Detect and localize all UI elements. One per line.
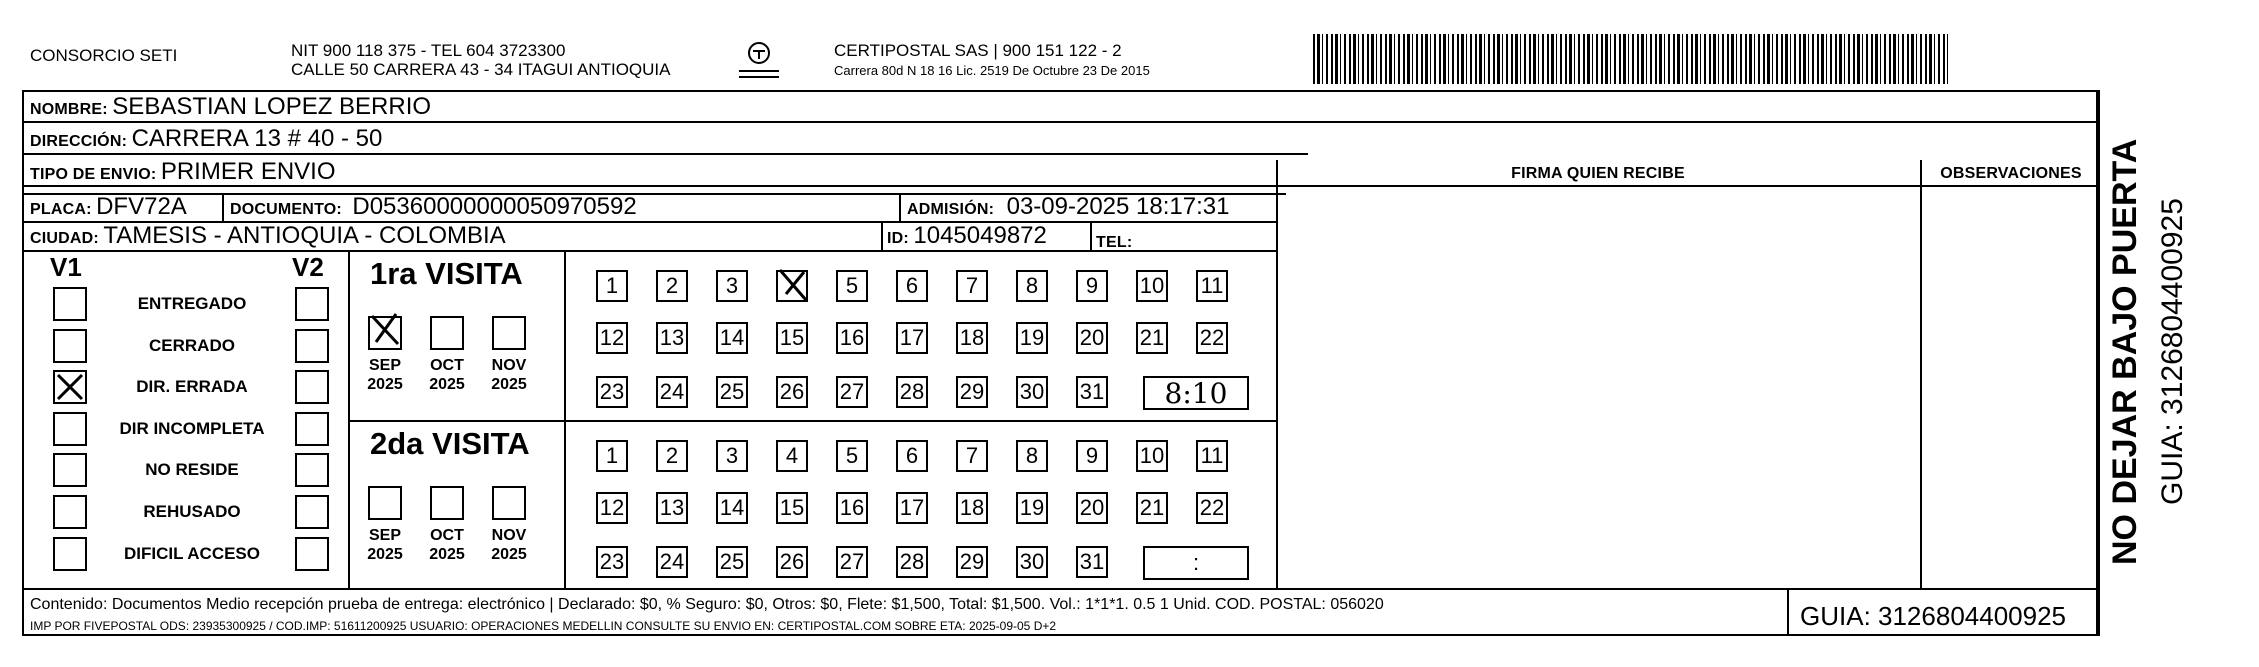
v1-checkbox[interactable]	[53, 287, 87, 321]
time-value: :	[1192, 550, 1200, 575]
day-box[interactable]: 6	[896, 270, 928, 302]
direccion-value: CARRERA 13 # 40 - 50	[131, 125, 383, 152]
day-box[interactable]: 26	[776, 376, 808, 408]
day-box[interactable]: 5	[836, 270, 868, 302]
month-year: 2025	[491, 376, 527, 393]
day-box[interactable]: 5	[836, 440, 868, 472]
certipostal-line1: CERTIPOSTAL SAS | 900 151 122 - 2	[834, 41, 1122, 60]
day-box[interactable]: 6	[896, 440, 928, 472]
day-box[interactable]: 14	[716, 322, 748, 354]
tipo-envio-row	[30, 158, 336, 186]
v2-header: V2	[292, 252, 324, 282]
nombre-value: SEBASTIAN LOPEZ BERRIO	[112, 93, 432, 120]
day-box[interactable]: 2	[656, 270, 688, 302]
day-box[interactable]: 23	[596, 546, 628, 578]
day-box[interactable]: 9	[1076, 270, 1108, 302]
v1-checkbox[interactable]	[53, 453, 87, 487]
month-label	[422, 526, 472, 564]
admision-value: 03-09-2025 18:17:31	[1006, 193, 1230, 220]
day-box[interactable]: 19	[1016, 322, 1048, 354]
v2-checkbox[interactable]	[295, 453, 329, 487]
day-box[interactable]: 18	[956, 322, 988, 354]
month-name: NOV	[491, 357, 527, 374]
day-box[interactable]: 29	[956, 546, 988, 578]
day-box[interactable]: 31	[1076, 546, 1108, 578]
admision-label: ADMISIÓN:	[907, 201, 995, 218]
status-label: ENTREGADO	[137, 294, 247, 313]
day-box[interactable]: 2	[656, 440, 688, 472]
nombre-row	[30, 93, 431, 121]
company-name: CONSORCIO SETI	[30, 46, 178, 65]
status-label: DIR. ERRADA	[136, 377, 248, 396]
day-box[interactable]: 3	[716, 270, 748, 302]
address-line: CALLE 50 CARRERA 43 - 34 ITAGUI ANTIOQUIA	[291, 60, 671, 79]
v1-checkbox[interactable]	[53, 370, 87, 404]
month-name: SEP	[368, 527, 401, 544]
day-box[interactable]: 30	[1016, 546, 1048, 578]
ciudad-field	[30, 222, 506, 250]
direccion-row	[30, 125, 382, 153]
day-box[interactable]: 7	[956, 440, 988, 472]
month-label	[360, 526, 410, 564]
month-year: 2025	[367, 376, 403, 393]
barcode	[1313, 34, 1948, 84]
day-box[interactable]: 17	[896, 322, 928, 354]
tel-label: TEL:	[1096, 234, 1133, 251]
day-box[interactable]: 14	[716, 492, 748, 524]
month-label	[360, 356, 410, 394]
day-box[interactable]: 15	[776, 492, 808, 524]
visit-title: 1ra VISITA	[370, 256, 523, 291]
day-box[interactable]: 4	[776, 440, 808, 472]
day-box[interactable]: 8	[1016, 440, 1048, 472]
day-box[interactable]: 21	[1136, 492, 1168, 524]
status-label: NO RESIDE	[145, 460, 239, 479]
v1-header: V1	[50, 252, 82, 282]
day-box[interactable]: 24	[656, 376, 688, 408]
status-label: CERRADO	[149, 336, 235, 355]
status-label: DIFICIL ACCESO	[123, 544, 260, 563]
observaciones-header: OBSERVACIONES	[1940, 165, 2082, 182]
day-box[interactable]: 28	[896, 376, 928, 408]
month-checkbox[interactable]	[430, 486, 464, 520]
x-mark-icon	[776, 264, 810, 304]
status-label: DIR INCOMPLETA	[119, 419, 265, 438]
day-box[interactable]: 15	[776, 322, 808, 354]
month-label	[484, 526, 534, 564]
day-box[interactable]: 16	[836, 322, 868, 354]
day-box[interactable]: 9	[1076, 440, 1108, 472]
day-box[interactable]: 27	[836, 376, 868, 408]
tel-field	[1096, 226, 1132, 254]
v2-checkbox[interactable]	[295, 287, 329, 321]
day-box[interactable]: 26	[776, 546, 808, 578]
month-checkbox[interactable]	[368, 316, 402, 350]
day-box[interactable]: 24	[656, 546, 688, 578]
month-year: 2025	[429, 376, 465, 393]
month-year: 2025	[367, 546, 403, 563]
day-box[interactable]: 13	[656, 322, 688, 354]
v2-checkbox[interactable]	[295, 370, 329, 404]
v1-checkbox[interactable]	[53, 537, 87, 571]
day-box[interactable]: 7	[956, 270, 988, 302]
day-box[interactable]: 28	[896, 546, 928, 578]
time-field[interactable]	[1143, 376, 1249, 410]
day-box[interactable]: 25	[716, 376, 748, 408]
month-label	[484, 356, 534, 394]
footer-contenido: Contenido: Documentos Medio recepción prueba de entrega: electrónico | Declarado: $0, % Seguro: $0, Otros: $0, Flete: $1,500, Total: $1,500. Vol.: 1*1*1. 0.5 1 Unid. COD. POSTAL: 056020	[30, 596, 1384, 613]
month-name: OCT	[430, 527, 464, 544]
day-box[interactable]: 22	[1196, 492, 1228, 524]
month-checkbox[interactable]	[492, 486, 526, 520]
day-box[interactable]: 22	[1196, 322, 1228, 354]
month-label	[422, 356, 472, 394]
day-box[interactable]: 20	[1076, 322, 1108, 354]
documento-label: DOCUMENTO:	[230, 201, 342, 218]
certipostal-line2: Carrera 80d N 18 16 Lic. 2519 De Octubre 23 De 2015	[834, 63, 1150, 78]
v1-checkbox[interactable]	[53, 412, 87, 446]
day-box[interactable]: 30	[1016, 376, 1048, 408]
day-box[interactable]: 13	[656, 492, 688, 524]
ciudad-value: TAMESIS - ANTIOQUIA - COLOMBIA	[103, 222, 506, 249]
id-field	[887, 222, 1047, 250]
day-box[interactable]: 23	[596, 376, 628, 408]
nombre-label: NOMBRE:	[30, 101, 108, 118]
day-box[interactable]: 3	[716, 440, 748, 472]
day-box[interactable]: 19	[1016, 492, 1048, 524]
certipostal-logo	[737, 38, 781, 84]
day-box[interactable]: 29	[956, 376, 988, 408]
day-box[interactable]: 27	[836, 546, 868, 578]
admision-field	[907, 193, 1229, 221]
placa-field	[30, 193, 187, 221]
month-checkbox[interactable]	[430, 316, 464, 350]
day-box[interactable]: 12	[596, 322, 628, 354]
month-year: 2025	[429, 546, 465, 563]
v1-checkbox[interactable]	[53, 329, 87, 363]
direccion-label: DIRECCIÓN:	[30, 133, 128, 150]
day-box[interactable]: 25	[716, 546, 748, 578]
day-box[interactable]: 18	[956, 492, 988, 524]
month-name: SEP	[368, 357, 401, 374]
footer-impresion: IMP POR FIVEPOSTAL ODS: 23935300925 / COD.IMP: 51611200925 USUARIO: OPERACIONES MEDELLIN CONSULTE SU ENVIO EN: CERTIPOSTAL.COM SOBRE ETA: 2025-09-05 D+2	[30, 619, 1057, 633]
firma-header: FIRMA QUIEN RECIBE	[1511, 165, 1685, 182]
visit-title: 2da VISITA	[370, 426, 530, 461]
v2-checkbox[interactable]	[295, 537, 329, 571]
placa-label: PLACA:	[30, 201, 92, 218]
id-value: 1045049872	[913, 222, 1047, 249]
tipo-envio-label: TIPO DE ENVIO:	[30, 166, 157, 183]
placa-value: DFV72A	[96, 193, 187, 220]
no-dejar-bajo-puerta: NO DEJAR BAJO PUERTA	[2106, 138, 2144, 565]
nit-line: NIT 900 118 375 - TEL 604 3723300	[291, 41, 566, 60]
day-box[interactable]: 10	[1136, 440, 1168, 472]
documento-field	[230, 193, 637, 221]
day-box[interactable]: 21	[1136, 322, 1168, 354]
month-name: OCT	[430, 357, 464, 374]
day-box[interactable]: 8	[1016, 270, 1048, 302]
x-mark-icon	[368, 308, 408, 348]
day-box[interactable]: 10	[1136, 270, 1168, 302]
month-name: NOV	[491, 527, 527, 544]
x-mark-icon	[55, 372, 85, 402]
day-box[interactable]: 31	[1076, 376, 1108, 408]
day-box[interactable]: 11	[1196, 270, 1228, 302]
footer-guia: GUIA: 3126804400925	[1800, 601, 2066, 631]
day-box[interactable]: 1	[596, 440, 628, 472]
day-box[interactable]: 20	[1076, 492, 1108, 524]
tipo-envio-value: PRIMER ENVIO	[160, 158, 336, 185]
day-box[interactable]: 1	[596, 270, 628, 302]
v1-checkbox[interactable]	[53, 495, 87, 529]
ciudad-label: CIUDAD:	[30, 230, 99, 247]
documento-value: D05360000000050970592	[352, 193, 637, 220]
id-label: ID:	[887, 230, 909, 247]
time-value: 8:10	[1164, 376, 1228, 410]
day-box[interactable]	[776, 270, 808, 302]
day-box[interactable]: 11	[1196, 440, 1228, 472]
v2-checkbox[interactable]	[295, 329, 329, 363]
v2-checkbox[interactable]	[295, 412, 329, 446]
day-box[interactable]: 16	[836, 492, 868, 524]
status-label: REHUSADO	[143, 502, 241, 521]
month-checkbox[interactable]	[368, 486, 402, 520]
side-guia: GUIA: 3126804400925	[2156, 198, 2189, 505]
time-field[interactable]	[1143, 546, 1249, 580]
day-box[interactable]: 12	[596, 492, 628, 524]
month-year: 2025	[491, 546, 527, 563]
v2-checkbox[interactable]	[295, 495, 329, 529]
month-checkbox[interactable]	[492, 316, 526, 350]
day-box[interactable]: 17	[896, 492, 928, 524]
